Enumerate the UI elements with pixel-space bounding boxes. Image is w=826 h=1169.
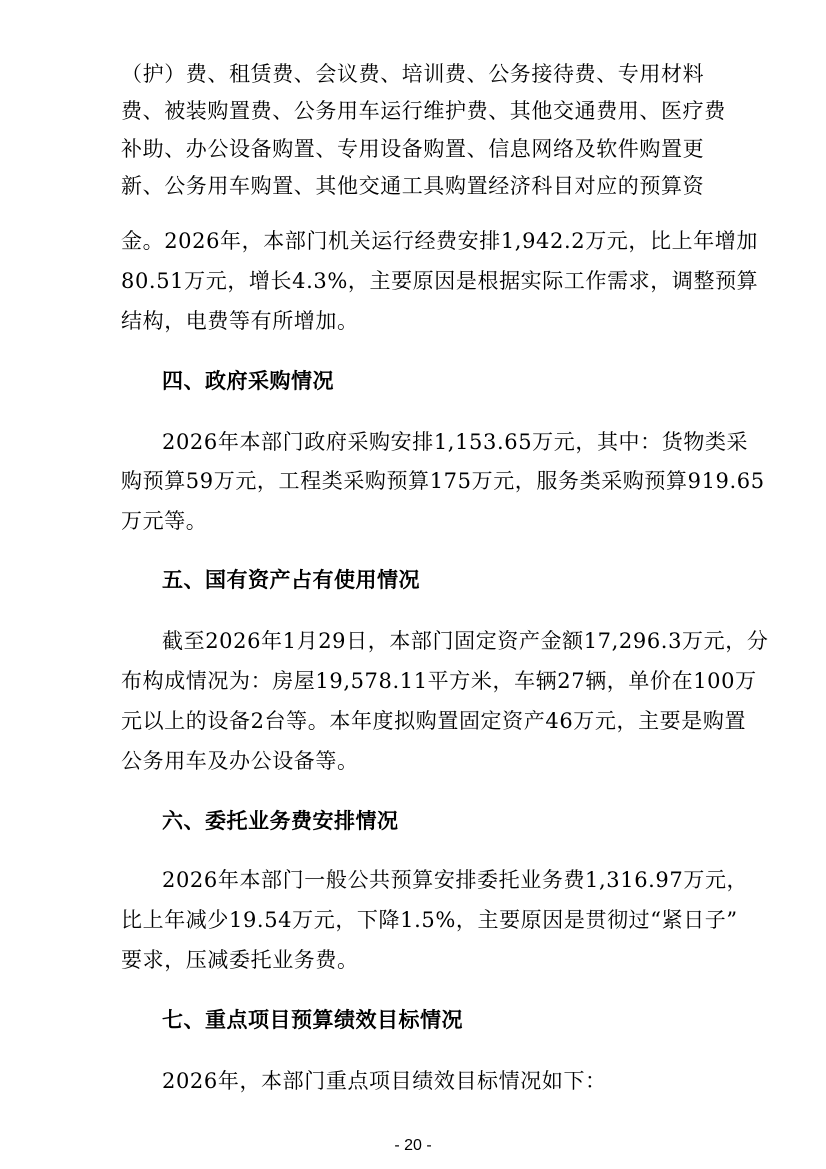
paragraph-line: 截至2026年1月29日，本部门固定资产金额17,296.3万元，分 <box>162 629 769 653</box>
section-heading-entrusted: 六、委托业务费安排情况 <box>162 809 399 833</box>
paragraph-line: 金。2026年，本部门机关运行经费安排1,942.2万元，比上年增加 <box>121 229 758 253</box>
paragraph-line: 元以上的设备2台等。本年度拟购置固定资产46万元，主要是购置 <box>121 709 747 733</box>
paragraph-line: 比上年减少19.54万元，下降1.5%，主要原因是贯彻过“紧日子” <box>121 908 738 932</box>
paragraph-line: 布构成情况为：房屋19,578.11平方米，车辆27辆，单价在100万 <box>121 669 757 693</box>
section-heading-procurement: 四、政府采购情况 <box>162 369 334 393</box>
paragraph-line: 费、被装购置费、公务用车运行维护费、其他交通费用、医疗费 <box>121 99 726 123</box>
paragraph-line: 2026年本部门政府采购安排1,153.65万元，其中：货物类采 <box>162 430 749 454</box>
paragraph-line: 80.51万元，增长4.3%，主要原因是根据实际工作需求，调整预算 <box>121 269 759 293</box>
paragraph-line: 万元等。 <box>121 509 208 533</box>
page-number: - 20 - <box>394 1137 432 1154</box>
paragraph-line: 2026年，本部门重点项目绩效目标情况如下： <box>162 1069 607 1093</box>
paragraph-line: 要求，压减委托业务费。 <box>121 948 359 972</box>
section-heading-performance: 七、重点项目预算绩效目标情况 <box>162 1008 463 1032</box>
paragraph-line: 2026年本部门一般公共预算安排委托业务费1,316.97万元， <box>162 868 749 892</box>
paragraph-line: 结构，电费等有所增加。 <box>121 309 359 333</box>
paragraph-line: 购预算59万元，工程类采购预算175万元，服务类采购预算919.65 <box>121 469 765 493</box>
paragraph-line: 补助、办公设备购置、专用设备购置、信息网络及软件购置更 <box>121 137 705 161</box>
section-heading-assets: 五、国有资产占有使用情况 <box>162 568 420 592</box>
paragraph-line: （护）费、租赁费、会议费、培训费、公务接待费、专用材料 <box>121 62 705 86</box>
paragraph-line: 新、公务用车购置、其他交通工具购置经济科目对应的预算资 <box>121 174 705 198</box>
paragraph-line: 公务用车及办公设备等。 <box>121 749 359 773</box>
